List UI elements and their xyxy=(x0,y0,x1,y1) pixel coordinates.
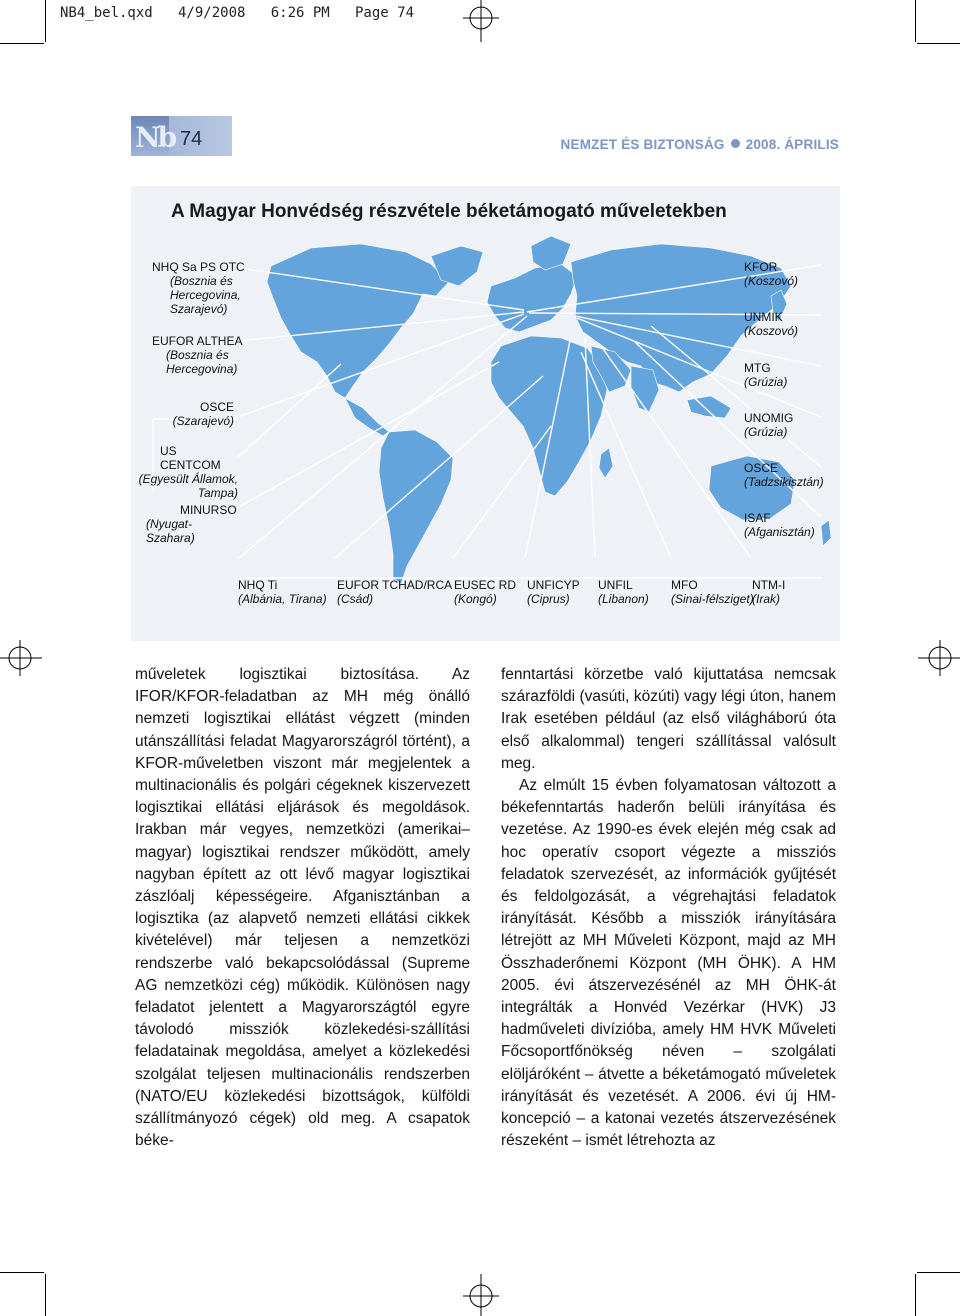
mission-place: (Afganisztán) xyxy=(744,525,815,539)
running-head-title: NEMZET ÉS BIZTONSÁG xyxy=(560,137,725,152)
map-label-right xyxy=(744,260,798,288)
crop-mark xyxy=(915,1274,916,1316)
body-paragraph: Az elmúlt 15 évben folyamatosan változott a békefenntartás haderőn belüli irányítása és vezetése. Az 1990-es évek elején még csak ad hoc operatív csoport végezte a missziós feladatok szervezését, az információk gyűjtését és feldolgozását, a végrehajtási feladatok irányítását. Később a missziók irányítására létrejött az MH Műveleti Központ, majd az MH Összhaderőnemi Központ (MH ÖHK). A HM 2005. évi átszervezésénél az MH ÖHK-át integrálták a Honvéd Vezérkar (HVK) J3 hadműveleti divízióba, amely HM HVK Műveleti Főcsoportfőnökség néven – szolgálati elöljáróként – átvette a béketámogató műveletek irányítását és vezetését. A 2006. évi új HM-koncepció – a katonai vezetés átszervezésének részeként – ismét létrehozta az xyxy=(501,777,836,1150)
journal-logo-text: Nb xyxy=(135,121,175,154)
registration-mark-bottom xyxy=(458,1274,504,1316)
body-column-left xyxy=(135,664,470,1152)
running-head xyxy=(561,137,839,152)
map-label-bottom xyxy=(337,578,452,606)
mission-place: (Koszovó) xyxy=(744,324,799,338)
page-number: 74 xyxy=(180,128,203,150)
crop-mark xyxy=(917,1272,960,1273)
mission-place: (Egyesült Államok, Tampa) xyxy=(138,472,238,500)
registration-mark-right xyxy=(918,635,960,681)
map-label-right xyxy=(744,310,798,338)
crop-mark xyxy=(915,0,916,42)
map-label-bottom xyxy=(671,578,754,606)
running-head-date: 2008. ÁPRILIS xyxy=(745,137,839,152)
map-label-bottom xyxy=(752,578,785,606)
map-label-bottom xyxy=(238,578,327,606)
landmass-scandinavia xyxy=(531,236,571,270)
mission-place: (Kongó) xyxy=(454,592,497,606)
landmass-southeast-asia xyxy=(687,396,731,418)
mission-place: (Libanon) xyxy=(598,592,649,606)
landmass-north-america xyxy=(267,244,449,398)
crop-mark xyxy=(45,0,46,42)
crop-mark xyxy=(45,1274,46,1316)
body-paragraph: fenntartási körzetbe való kijuttatása nemcsak szárazföldi (vasúti, közúti) vagy légi úton, hanem Irak esetében például (az első világháború óta első alkalommal) tengeri szállítással valósult meg. xyxy=(501,666,836,772)
world-map xyxy=(131,186,840,641)
mission-place: (Bosznia és Hercegovina, Szarajevó) xyxy=(170,274,241,316)
mission-name: OSCE xyxy=(744,461,779,475)
mission-place: (Szarajevó) xyxy=(172,414,234,428)
mission-name: UNFICYP xyxy=(527,578,580,592)
map-title: A Magyar Honvédség részvétele béketámogató műveletekben xyxy=(171,201,727,222)
mission-place: (Tadzsikisztán) xyxy=(744,475,824,489)
map-label-bottom xyxy=(598,578,649,606)
mission-name: NHQ Sa PS OTC xyxy=(152,260,245,274)
registration-mark-left xyxy=(0,635,42,681)
mission-place: (Ciprus) xyxy=(527,592,570,606)
map-label-right xyxy=(744,461,824,489)
mission-name: EUSEC RD xyxy=(454,578,517,592)
mission-name: ISAF xyxy=(744,511,771,525)
mission-name: EUFOR TCHAD/RCA xyxy=(337,578,453,592)
map-label-right xyxy=(744,411,793,439)
mission-name: EUFOR ALTHEA xyxy=(152,334,243,348)
landmass-madagascar xyxy=(599,448,613,478)
map-label-left xyxy=(152,334,258,376)
map-label-left xyxy=(146,503,238,545)
mission-place: (Albánia, Tirana) xyxy=(238,592,327,606)
map-label-left xyxy=(150,400,234,428)
mission-place: (Grúzia) xyxy=(744,425,788,439)
landmass-new-zealand xyxy=(821,520,831,546)
mission-name: MINURSO xyxy=(180,503,237,517)
mission-name: UNMIK xyxy=(744,310,783,324)
map-label-right xyxy=(744,511,815,539)
mission-place: (Irak) xyxy=(752,592,780,606)
mission-name: NTM-I xyxy=(752,578,786,592)
body-column-right xyxy=(501,664,836,1152)
registration-mark-top xyxy=(458,0,504,42)
crop-mark xyxy=(0,43,44,44)
mission-name: UNFIL xyxy=(598,578,633,592)
mission-name: MTG xyxy=(744,361,771,375)
bullet-icon xyxy=(731,139,740,148)
mission-place: (Bosznia és Hercegovina) xyxy=(166,348,238,376)
body-paragraph: műveletek logisztikai biztosítása. Az IFOR/KFOR-feladatban az MH még önálló nemzeti logisztikai ellátást végzett (minden utánszállítási feladat Magyarországról történt), a KFOR-műveletben viszont már megjelentek a multinacionális és polgári cégeknek kiszervezett logisztikai ellátási eljárások és megoldások. Irakban már vegyes, nemzetközi (amerikai–magyar) logisztikai rendszer működött, amely nagyban épített az ott lévő magyar logisztikai zászlóalj képességeire. Afganisztánban a logisztika (az alapvető nemzeti ellátási cikkek kivételével) már teljesen a nemzetközi rendszerbe való bekapcsolódással (Supreme AG nemzetközi cég) működik. Különösen nagy feladatot jelentett a Magyarországtól egyre távolodó missziók közlekedési-szállítási feladatainak megoldása, amelyet a közlekedési szolgálat teljesen multinacionális rendszerben (NATO/EU közlekedési bizottságok, külföldi szállítmányozó cégek) old meg. A csapatok béke- xyxy=(135,666,470,1150)
mission-place: (Csád) xyxy=(337,592,374,606)
mission-place: (Sinai-félsziget) xyxy=(671,592,754,606)
mission-place: (Nyugat-Szahara) xyxy=(146,517,195,545)
landmass-south-america xyxy=(379,430,453,584)
printer-slug: NB4_bel.qxd 4/9/2008 6:26 PM Page 74 xyxy=(60,5,415,21)
mission-name: NHQ Ti xyxy=(238,578,278,592)
crop-mark xyxy=(0,1272,44,1273)
mission-name: OSCE xyxy=(199,400,234,414)
mission-name: KFOR xyxy=(744,260,778,274)
map-label-bottom xyxy=(454,578,516,606)
landmass-africa xyxy=(491,336,607,496)
mission-name: UNOMIG xyxy=(744,411,794,425)
map-label-left xyxy=(152,260,258,316)
map-label-bottom xyxy=(527,578,580,606)
landmass-central-america xyxy=(345,398,389,436)
crop-mark xyxy=(917,43,960,44)
mission-name: US CENTCOM xyxy=(160,444,221,472)
map-label-right xyxy=(744,361,787,389)
mission-place: (Koszovó) xyxy=(744,274,799,288)
mission-place: (Grúzia) xyxy=(744,375,788,389)
mission-name: MFO xyxy=(671,578,698,592)
map-label-left xyxy=(138,444,238,500)
